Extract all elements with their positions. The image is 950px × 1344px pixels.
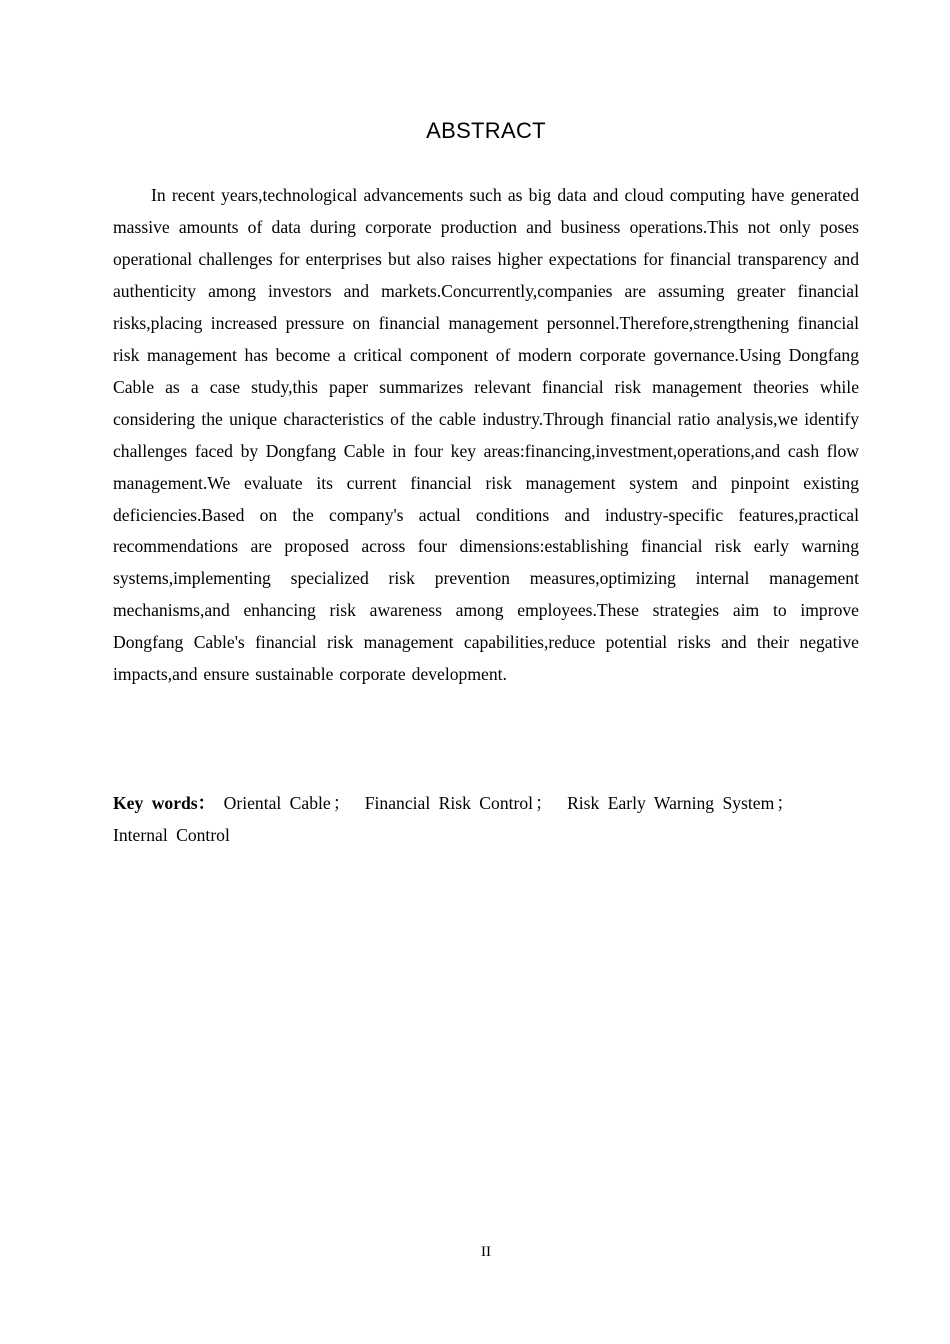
- keyword-item: Financial Risk Control: [364, 793, 534, 813]
- abstract-body: In recent years,technological advancements such as big data and cloud computing have generated massive amounts of data during corporate production and business operations.This not only poses operational challenges for enterprises but also raises higher expectations for financial transparency and authenticity among investors and markets.Concurrently,companies are assuming greater financial risks,placing increased pressure on financial management personnel.Therefore,strengthening financial risk management has become a critical component of modern corporate governance.Using Dongfang Cable as a case study,this paper summarizes relevant financial risk management theories while considering the unique characteristics of the cable industry.Through financial ratio analysis,we identify challenges faced by Dongfang Cable in four key areas:financing,investment,operations,and cash flow management.We evaluate its current financial risk management system and pinpoint existing deficiencies.Based on the company's actual conditions and industry-specific features,practical recommendations are proposed across four dimensions:establishing financial risk early warning systems,implementing specialized risk prevention measures,optimizing internal management mechanisms,and enhancing risk awareness among employees.These strategies aim to improve Dongfang Cable's financial risk management capabilities,reduce potential risks and their negative impacts,and ensure sustainable corporate development.: [113, 185, 859, 685]
- keyword-item: Risk Early Warning System: [567, 793, 775, 813]
- page-number: II: [481, 1244, 491, 1260]
- keyword-item: Internal Control: [113, 825, 230, 845]
- abstract-title: ABSTRACT: [426, 118, 546, 143]
- keyword-item: Oriental Cable: [223, 793, 331, 813]
- keywords-section: [113, 787, 859, 851]
- keyword-separator: ；: [776, 793, 794, 813]
- keyword-separator: ；: [332, 793, 351, 813]
- keywords-label: Key words：: [113, 793, 216, 813]
- keyword-separator: ；: [535, 793, 553, 813]
